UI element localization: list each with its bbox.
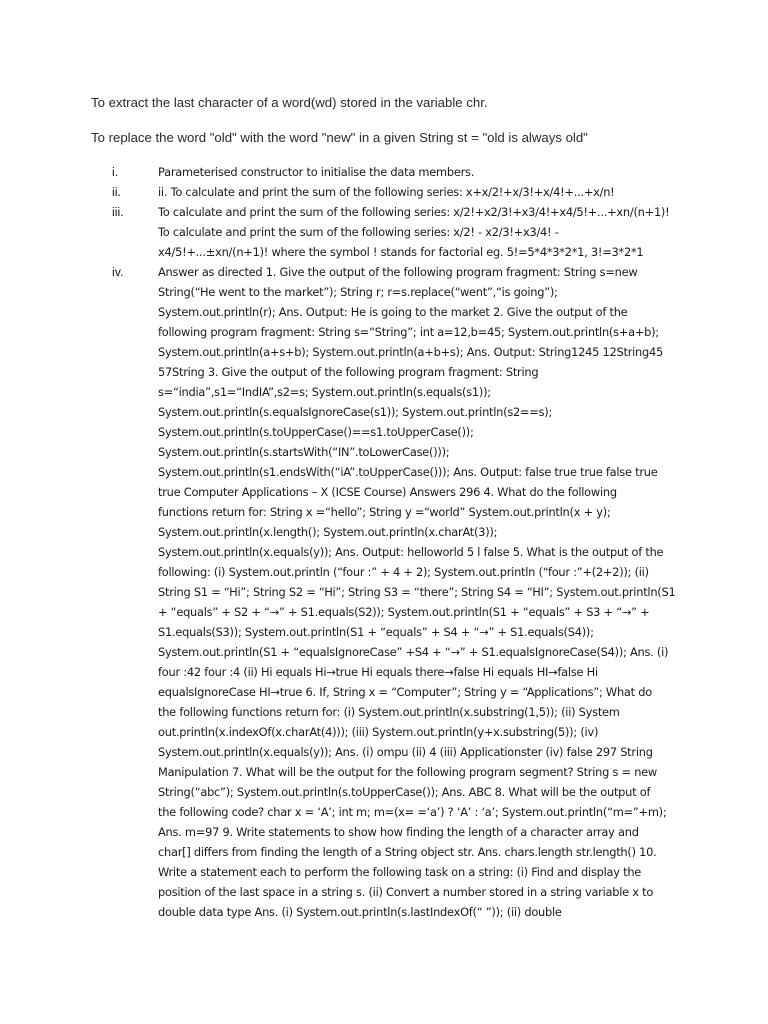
text-line: following: (i) System.out.println (“four :” + 4 + 2); System.out.println (“four :”+(2+2)); (ii) [158,565,649,579]
list-item-text [158,202,680,262]
text-line: Answer as directed 1. Give the output of the following program fragment: String s=new [158,265,638,279]
text-line: System.out.println(s.startsWith(“IN”.toLowerCase())); [158,445,450,459]
text-line: Parameterised constructor to initialise the data members. [158,165,475,179]
list-item-series-sum [0,182,768,202]
intro-line-last-character: To extract the last character of a word(wd) stored in the variable chr. [91,95,488,110]
text-line: the following functions return for: (i) System.out.println(x.substring(1,5)); (ii) System [158,705,620,719]
list-item-text [158,162,680,182]
list-item-constructor [0,162,768,182]
text-line: position of the last space in a string s. (ii) Convert a number stored in a string variable x to [158,885,654,899]
text-line: To calculate and print the sum of the following series: x/2! - x2/3!+x3/4! - [158,225,559,239]
text-line: ii. To calculate and print the sum of the following series: x+x/2!+x/3!+x/4!+...+x/n! [158,185,615,199]
text-line: System.out.println(a+s+b); System.out.println(a+b+s); Ans. Output: String1245 12String45 [158,345,663,359]
text-line: equalsIgnoreCase HI→true 6. If, String x = “Computer”; String y = “Applications”; What do [158,685,652,699]
list-item-series-factorial [0,202,768,262]
text-line: String S1 = “Hi”; String S2 = “Hi”; String S3 = “there”; String S4 = “HI”; System.out.println(S1 [158,585,676,599]
list-marker: i. [112,165,119,179]
text-line: Write a statement each to perform the following task on a string: (i) Find and display the [158,865,642,879]
text-line: functions return for: String x =“hello”; String y =“world” System.out.println(x + y); [158,505,611,519]
text-line: System.out.println(s.equalsIgnoreCase(s1)); System.out.println(s2==s); [158,405,553,419]
list-item-text [158,262,680,922]
list-item-text [158,182,680,202]
text-line: x4/5!+...±xn/(n+1)! where the symbol ! stands for factorial eg. 5!=5*4*3*2*1, 3!=3*2*1 [158,245,644,259]
text-line: S1.equals(S3)); System.out.println(S1 + “equals” + S4 + “→” + S1.equals(S4)); [158,625,594,639]
text-line: s=“india”,s1=“IndIA”,s2=s; System.out.println(s.equals(s1)); [158,385,491,399]
text-line: System.out.println(x.length(); System.out.println(x.charAt(3)); [158,525,498,539]
list-marker: iv. [112,265,124,279]
text-line: String(“abc”); System.out.println(s.toUpperCase()); Ans. ABC 8. What will be the output of [158,785,651,799]
list-item-answers [0,262,768,922]
numbered-list [0,162,768,922]
text-line: four :42 four :4 (ii) Hi equals Hi→true Hi equals there→false Hi equals HI→false Hi [158,665,598,679]
text-line: the following code? char x = ‘A’; int m; m=(x= =‘a’) ? ‘A’ : ‘a’; System.out.println(“m=”+m); [158,805,667,819]
text-line: out.println(x.indexOf(x.charAt(4))); (iii) System.out.println(y+x.substring(5)); (iv) [158,725,599,739]
text-line: To calculate and print the sum of the following series: x/2!+x2/3!+x3/4!+x4/5!+...+xn/(n+1)! [158,205,670,219]
text-line: + “equals” + S2 + “→” + S1.equals(S2)); System.out.println(S1 + “equals” + S3 + “→” + [158,605,650,619]
text-line: true Computer Applications – X (ICSE Course) Answers 296 4. What do the following [158,485,617,499]
intro-line-replace-word: To replace the word "old" with the word "new" in a given String st = "old is always old" [91,130,588,145]
text-line: following program fragment: String s=“String”; int a=12,b=45; System.out.println(s+a+b); [158,325,659,339]
text-line: Ans. m=97 9. Write statements to show how finding the length of a character array and [158,825,639,839]
text-line: Manipulation 7. What will be the output for the following program segment? String s = new [158,765,657,779]
text-line: double data type Ans. (i) System.out.println(s.lastIndexOf(“ ”)); (ii) double [158,905,562,919]
text-line: System.out.println(x.equals(y)); Ans. Output: helloworld 5 l false 5. What is the output of the [158,545,664,559]
text-line: System.out.println(x.equals(y)); Ans. (i) ompu (ii) 4 (iii) Applicationster (iv) false 297 String [158,745,653,759]
text-line: String(“He went to the market”); String r; r=s.replace(“went”,“is going”); [158,285,558,299]
list-marker: iii. [112,205,124,219]
text-line: System.out.println(S1 + “equalsIgnoreCase” +S4 + “→” + S1.equalsIgnoreCase(S4)); Ans. (i) [158,645,669,659]
text-line: System.out.println(s1.endsWith(“iA”.toUpperCase())); Ans. Output: false true true false true [158,465,658,479]
text-line: char[] differs from finding the length of a String object str. Ans. chars.length str.length() 10. [158,845,657,859]
list-marker: ii. [112,185,121,199]
text-line: 57String 3. Give the output of the following program fragment: String [158,365,539,379]
text-line: System.out.println(s.toUpperCase()==s1.toUpperCase()); [158,425,474,439]
text-line: System.out.println(r); Ans. Output: He is going to the market 2. Give the output of the [158,305,628,319]
